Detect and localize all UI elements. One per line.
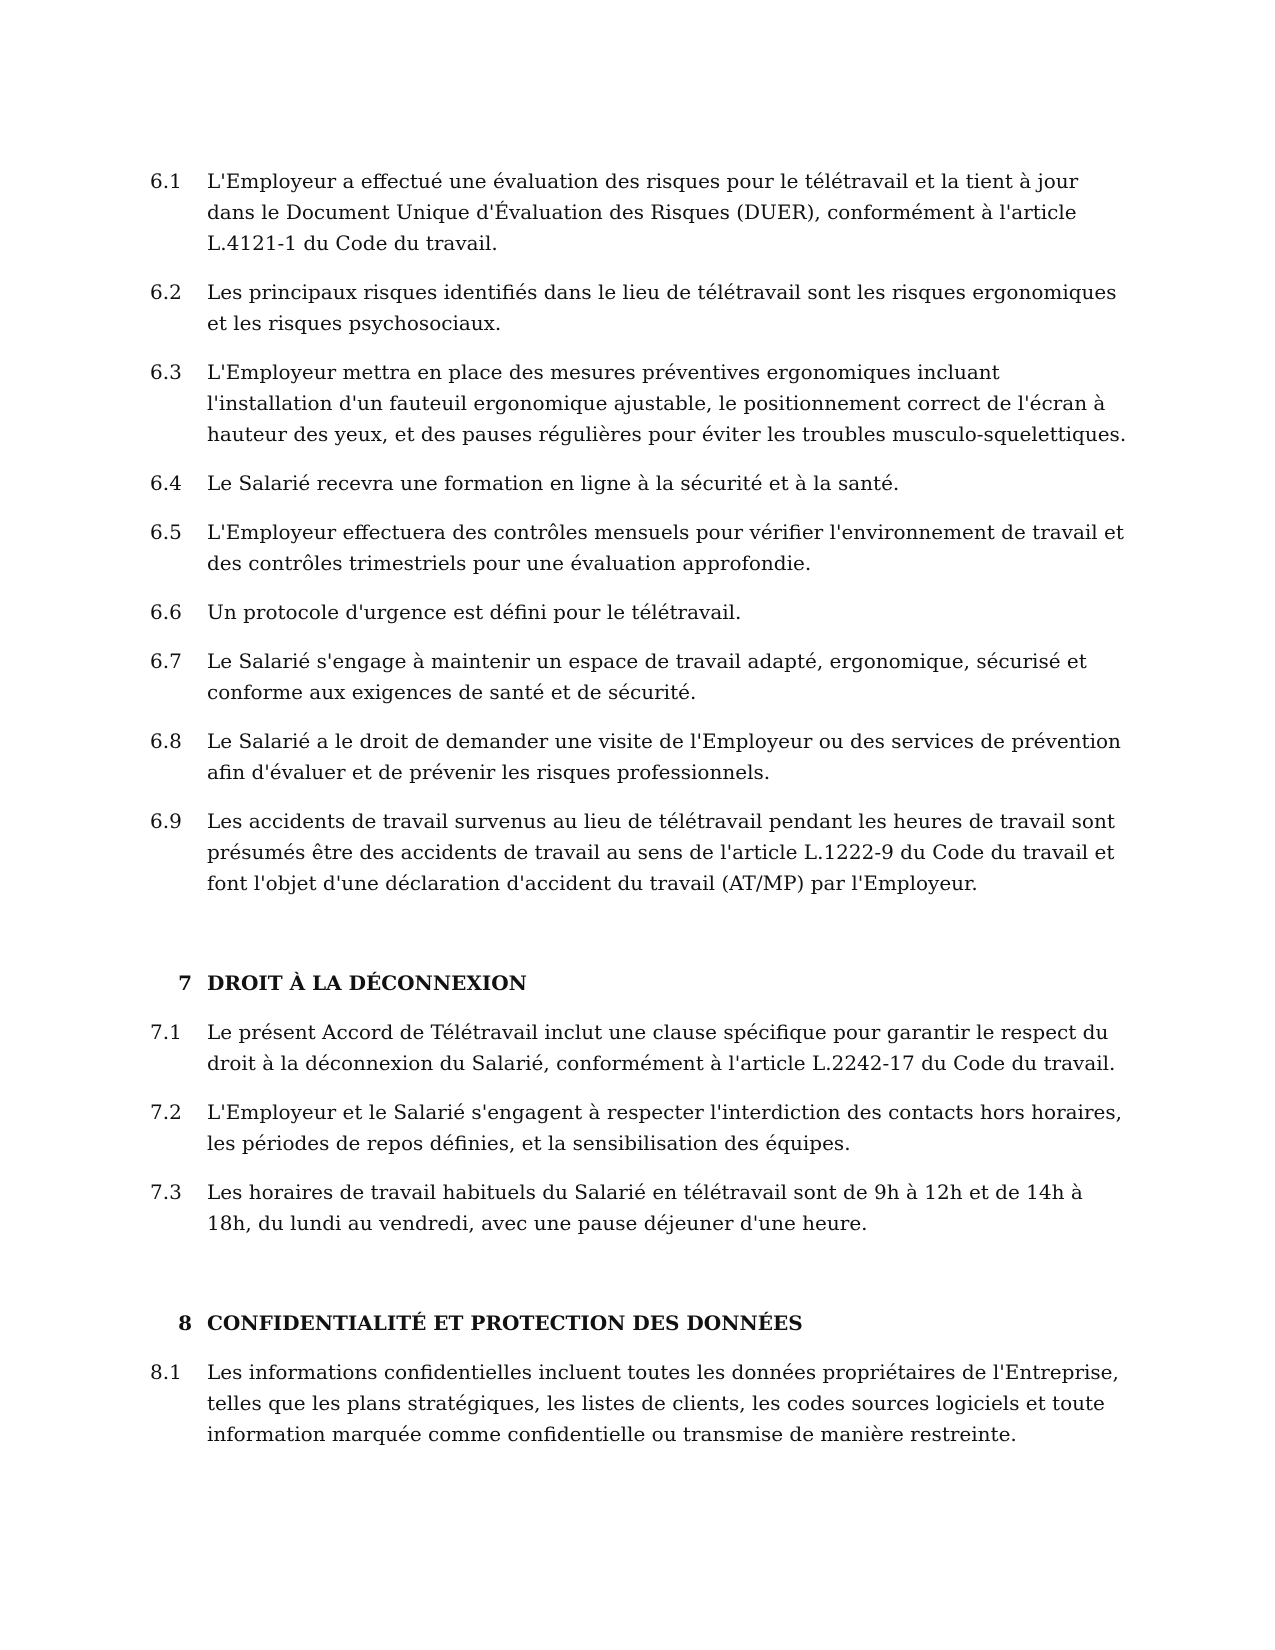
clause-number: 7.3 xyxy=(150,1180,182,1204)
clause-6-7 xyxy=(150,646,1130,708)
clause-text: L'Employeur mettra en place des mesures préventives ergonomiques incluant l'installation d'un fauteuil ergonomique ajustable, le positionnement correct de l'écran à hauteur des yeux, et des pauses régulières pour éviter les troubles musculo-squelettiques. xyxy=(207,360,1127,446)
clause-6-2 xyxy=(150,277,1130,339)
clause-text: L'Employeur et le Salarié s'engagent à respecter l'interdiction des contacts hors horaires, les périodes de repos définies, et la sensibilisation des équipes. xyxy=(207,1100,1122,1155)
clause-number: 7.2 xyxy=(150,1100,182,1124)
clause-text: Un protocole d'urgence est défini pour le télétravail. xyxy=(207,600,742,624)
clause-6-9 xyxy=(150,806,1130,899)
clause-8-1 xyxy=(150,1357,1130,1450)
clause-text: Les accidents de travail survenus au lieu de télétravail pendant les heures de travail sont présumés être des accidents de travail au sens de l'article L.1222-9 du Code du travail et font l'objet d'une déclaration d'accident du travail (AT/MP) par l'Employeur. xyxy=(207,809,1115,895)
clause-text: Les principaux risques identifiés dans le lieu de télétravail sont les risques ergonomiques et les risques psychosociaux. xyxy=(207,280,1117,335)
section-heading-7 xyxy=(150,968,1130,999)
section-title: CONFIDENTIALITÉ ET PROTECTION DES DONNÉES xyxy=(207,1311,803,1335)
clause-text: Le Salarié s'engage à maintenir un espace de travail adapté, ergonomique, sécurisé et conforme aux exigences de santé et de sécurité. xyxy=(207,649,1087,704)
clause-number: 6.8 xyxy=(150,729,182,753)
clause-number: 6.4 xyxy=(150,471,182,495)
clause-text: Les horaires de travail habituels du Salarié en télétravail sont de 9h à 12h et de 14h à 18h, du lundi au vendredi, avec une pause déjeuner d'une heure. xyxy=(207,1180,1083,1235)
clause-number: 6.1 xyxy=(150,169,182,193)
clause-7-3 xyxy=(150,1177,1130,1239)
clause-6-6 xyxy=(150,597,1130,628)
clause-number: 8.1 xyxy=(150,1360,182,1384)
section-number: 7 xyxy=(178,971,192,995)
clause-6-1 xyxy=(150,166,1130,259)
clause-7-2 xyxy=(150,1097,1130,1159)
clause-number: 6.2 xyxy=(150,280,182,304)
clause-text: Le Salarié recevra une formation en ligne à la sécurité et à la santé. xyxy=(207,471,900,495)
section-heading-8 xyxy=(150,1308,1130,1339)
section-number: 8 xyxy=(178,1311,192,1335)
clause-text: L'Employeur effectuera des contrôles mensuels pour vérifier l'environnement de travail et des contrôles trimestriels pour une évaluation approfondie. xyxy=(207,520,1124,575)
clause-7-1 xyxy=(150,1017,1130,1079)
clause-6-8 xyxy=(150,726,1130,788)
clause-number: 6.7 xyxy=(150,649,182,673)
clause-text: Les informations confidentielles incluent toutes les données propriétaires de l'Entreprise, telles que les plans stratégiques, les listes de clients, les codes sources logiciels et toute information marquée comme confidentielle ou transmise de manière restreinte. xyxy=(207,1360,1119,1446)
clause-text: L'Employeur a effectué une évaluation des risques pour le télétravail et la tient à jour dans le Document Unique d'Évaluation des Risques (DUER), conformément à l'article L.4121-1 du Code du travail. xyxy=(207,169,1079,255)
clause-number: 6.3 xyxy=(150,360,182,384)
clause-number: 6.5 xyxy=(150,520,182,544)
clause-number: 7.1 xyxy=(150,1020,182,1044)
section-title: DROIT À LA DÉCONNEXION xyxy=(207,971,527,995)
clause-number: 6.9 xyxy=(150,809,182,833)
clause-6-4 xyxy=(150,468,1130,499)
document-body xyxy=(150,166,1130,1468)
clause-text: Le Salarié a le droit de demander une visite de l'Employeur ou des services de prévention afin d'évaluer et de prévenir les risques professionnels. xyxy=(207,729,1121,784)
clause-number: 6.6 xyxy=(150,600,182,624)
clause-6-3 xyxy=(150,357,1130,450)
clause-6-5 xyxy=(150,517,1130,579)
clause-text: Le présent Accord de Télétravail inclut une clause spécifique pour garantir le respect du droit à la déconnexion du Salarié, conformément à l'article L.2242-17 du Code du travail. xyxy=(207,1020,1116,1075)
